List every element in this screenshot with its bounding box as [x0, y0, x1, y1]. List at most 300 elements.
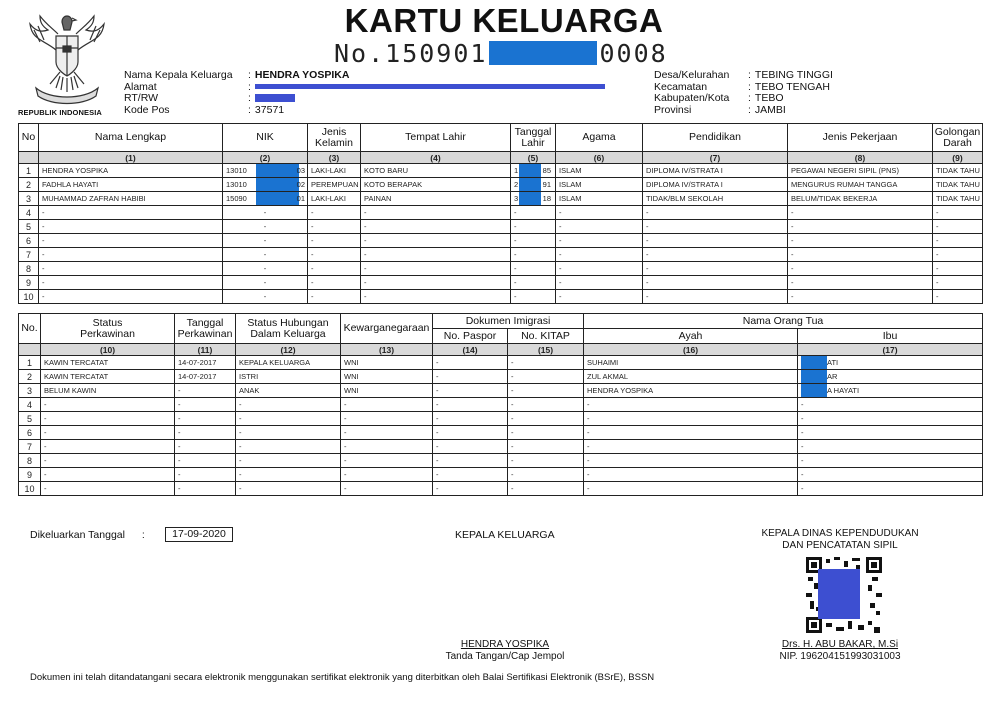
occupation-cell: - [788, 220, 933, 234]
occupation-cell: - [788, 248, 933, 262]
passport-cell: - [433, 370, 508, 384]
mother-name-cell: - [798, 412, 983, 426]
marriage-date-cell: - [175, 398, 236, 412]
index-cell: (14) [433, 344, 508, 356]
index-cell: (4) [361, 152, 511, 164]
table-row [19, 440, 983, 454]
marital-status-cell: KAWIN TERCATAT [41, 370, 175, 384]
village-value: TEBING TINGGI [754, 69, 833, 81]
redaction-box [489, 41, 597, 65]
index-cell: (10) [41, 344, 175, 356]
row-number: 8 [19, 454, 41, 468]
gender-cell: PEREMPUAN [308, 178, 361, 192]
table-row [19, 426, 983, 440]
relationship-cell: ANAK [236, 384, 341, 398]
passport-cell: - [433, 454, 508, 468]
agency-head-title [740, 528, 940, 552]
info-row-village [654, 70, 833, 82]
nik-cell [223, 164, 308, 178]
education-cell: DIPLOMA IV/STRATA I [643, 178, 788, 192]
index-cell: (13) [341, 344, 433, 356]
full-name-cell: MUHAMMAD ZAFRAN HABIBI [39, 192, 223, 206]
info-row-province [654, 105, 833, 117]
education-cell: TIDAK/BLM SEKOLAH [643, 192, 788, 206]
col-header-birthplace: Tempat Lahir [361, 124, 511, 152]
education-cell: - [643, 276, 788, 290]
religion-cell: - [556, 290, 643, 304]
rtrw-value [251, 93, 295, 105]
nik-end: 01 [296, 194, 305, 203]
birthdate-cell: - [511, 248, 556, 262]
kitap-cell: - [508, 356, 584, 370]
header-line: Status [92, 316, 123, 329]
issued-label-text: Dikeluarkan Tanggal [30, 529, 125, 541]
document-title: KARTU KELUARGA [344, 2, 664, 39]
blood-type-cell: TIDAK TAHU [933, 192, 983, 206]
household-info-left [124, 70, 605, 116]
mother-name-end: AR [827, 372, 838, 381]
redaction-box [801, 356, 827, 370]
header-line: Tanggal [186, 316, 224, 329]
birthdate-cell: - [511, 206, 556, 220]
row-number: 7 [19, 248, 39, 262]
table-row [19, 192, 983, 206]
gender-cell: - [308, 290, 361, 304]
blood-type-cell: - [933, 206, 983, 220]
col-header-religion: Agama [556, 124, 643, 152]
index-cell [19, 344, 41, 356]
birthdate-cell: - [511, 262, 556, 276]
agency-title-line: KEPALA DINAS KEPENDUDUKAN [761, 528, 919, 539]
marriage-date-cell: - [175, 384, 236, 398]
birthplace-cell: - [361, 290, 511, 304]
gender-cell: - [308, 262, 361, 276]
birthdate-cell: - [511, 276, 556, 290]
header-line: Perkawinan [80, 327, 135, 340]
row-number: 6 [19, 234, 39, 248]
passport-cell: - [433, 426, 508, 440]
nik-cell [223, 178, 308, 192]
religion-cell: - [556, 234, 643, 248]
household-info-right [654, 70, 833, 116]
row-number: 9 [19, 468, 41, 482]
marital-status-cell: - [41, 440, 175, 454]
family-members-body [19, 164, 983, 304]
kitap-cell: - [508, 482, 584, 496]
header-line: Golongan [934, 125, 981, 138]
col-header-immigration-docs: Dokumen Imigrasi [433, 314, 584, 329]
index-cell: (11) [175, 344, 236, 356]
redaction-box [255, 84, 605, 89]
passport-cell: - [433, 482, 508, 496]
header-line: Jenis [321, 125, 347, 138]
mother-name-cell: - [798, 454, 983, 468]
father-name-cell: - [584, 482, 798, 496]
birthplace-cell: - [361, 276, 511, 290]
kk-number [334, 38, 668, 68]
info-label: Kode Pos [124, 103, 170, 116]
table-row [19, 468, 983, 482]
blood-type-cell: TIDAK TAHU [933, 178, 983, 192]
birthplace-cell: KOTO BARU [361, 164, 511, 178]
father-name-cell: - [584, 412, 798, 426]
mother-name-cell [798, 384, 983, 398]
info-colon: : [248, 80, 251, 93]
redaction-box [801, 384, 827, 398]
marriage-date-cell: - [175, 482, 236, 496]
col-header-passport: No. Paspor [433, 329, 508, 344]
col-header-nik: NIK [223, 124, 308, 152]
mother-name-cell: - [798, 468, 983, 482]
row-number: 5 [19, 412, 41, 426]
kitap-cell: - [508, 454, 584, 468]
info-label: Desa/Kelurahan [654, 69, 730, 81]
kitap-cell: - [508, 440, 584, 454]
nik-cell: - [223, 276, 308, 290]
birthdate-cell: - [511, 290, 556, 304]
religion-cell: ISLAM [556, 192, 643, 206]
full-name-cell: - [39, 206, 223, 220]
blood-type-cell: - [933, 220, 983, 234]
info-row-address [124, 82, 605, 94]
index-cell: (1) [39, 152, 223, 164]
occupation-cell: - [788, 234, 933, 248]
garuda-emblem-icon [26, 10, 108, 110]
citizenship-cell: - [341, 398, 433, 412]
info-colon: : [748, 92, 751, 104]
birthdate-cell [511, 164, 556, 178]
relationship-cell: - [236, 412, 341, 426]
row-number: 10 [19, 290, 39, 304]
nik-cell: - [223, 290, 308, 304]
full-name-cell: - [39, 220, 223, 234]
info-row-postcode [124, 105, 605, 117]
birthdate-cell: - [511, 234, 556, 248]
index-cell: (5) [511, 152, 556, 164]
citizenship-cell: - [341, 426, 433, 440]
birthplace-cell: KOTO BERAPAK [361, 178, 511, 192]
head-of-family-title: KEPALA KELUARGA [455, 529, 555, 541]
table-row [19, 370, 983, 384]
nik-cell: - [223, 220, 308, 234]
birthplace-cell: - [361, 206, 511, 220]
official-name: Drs. H. ABU BAKAR, M.Si [781, 639, 899, 650]
birthdate-start: 1 [514, 166, 519, 175]
education-cell: DIPLOMA IV/STRATA I [643, 164, 788, 178]
birthplace-cell: - [361, 262, 511, 276]
nik-cell: - [223, 234, 308, 248]
full-name-cell: - [39, 248, 223, 262]
info-colon: : [748, 103, 751, 116]
marriage-date-cell: - [175, 412, 236, 426]
table-row [19, 482, 983, 496]
religion-cell: ISLAM [556, 164, 643, 178]
citizenship-cell: - [341, 412, 433, 426]
religion-cell: - [556, 248, 643, 262]
birthplace-cell: - [361, 234, 511, 248]
col-header-parents: Nama Orang Tua [584, 314, 983, 329]
nik-cell [223, 192, 308, 206]
col-header-relationship [236, 314, 341, 344]
index-cell: (17) [798, 344, 983, 356]
citizenship-cell: - [341, 468, 433, 482]
qr-code-icon [806, 557, 882, 633]
row-number: 3 [19, 384, 41, 398]
index-cell: (9) [933, 152, 983, 164]
gender-cell: LAKI-LAKI [308, 192, 361, 206]
blood-type-cell: TIDAK TAHU [933, 164, 983, 178]
table-row [19, 276, 983, 290]
birthdate-end: 85 [542, 166, 551, 175]
nik-cell: - [223, 248, 308, 262]
table-row [19, 454, 983, 468]
citizenship-cell: WNI [341, 384, 433, 398]
kitap-cell: - [508, 468, 584, 482]
blood-type-cell: - [933, 262, 983, 276]
religion-cell: - [556, 206, 643, 220]
info-label: Kabupaten/Kota [654, 92, 730, 104]
info-label: Kecamatan [654, 80, 708, 93]
birthdate-cell [511, 178, 556, 192]
full-name-cell: FADHLA HAYATI [39, 178, 223, 192]
info-colon: : [748, 69, 751, 81]
regency-value: TEBO [754, 92, 784, 104]
table-header-row [19, 314, 983, 329]
header-line: Lahir [521, 136, 545, 149]
header-line: Perkawinan [177, 327, 233, 340]
col-header-gender [308, 124, 361, 152]
table-row [19, 262, 983, 276]
civil-status-table [18, 313, 983, 496]
row-number: 5 [19, 220, 39, 234]
birthdate-cell: - [511, 220, 556, 234]
mother-name-cell [798, 370, 983, 384]
birthdate-start: 2 [514, 180, 519, 189]
gender-cell: - [308, 234, 361, 248]
table-row [19, 398, 983, 412]
table-row [19, 290, 983, 304]
redaction-box [801, 370, 827, 384]
gender-cell: - [308, 206, 361, 220]
nik-start: 13010 [226, 166, 247, 175]
col-header-blood-type [933, 124, 983, 152]
religion-cell: - [556, 262, 643, 276]
mother-name-end: ATI [827, 358, 839, 367]
row-number: 8 [19, 262, 39, 276]
relationship-cell: KEPALA KELUARGA [236, 356, 341, 370]
religion-cell: - [556, 276, 643, 290]
education-cell: - [643, 220, 788, 234]
full-name-cell: - [39, 262, 223, 276]
table-row [19, 412, 983, 426]
passport-cell: - [433, 384, 508, 398]
birthplace-cell: - [361, 248, 511, 262]
col-header-father: Ayah [584, 329, 798, 344]
father-name-cell: - [584, 440, 798, 454]
gender-cell: - [308, 248, 361, 262]
kitap-cell: - [508, 412, 584, 426]
birthplace-cell: PAINAN [361, 192, 511, 206]
header-line: Darah [943, 136, 972, 149]
info-label: RT/RW [124, 92, 159, 104]
col-header-no: No. [19, 314, 41, 344]
passport-cell: - [433, 412, 508, 426]
row-number: 1 [19, 164, 39, 178]
occupation-cell: BELUM/TIDAK BEKERJA [788, 192, 933, 206]
agency-title-line: DAN PENCATATAN SIPIL [782, 540, 898, 551]
column-index-row [19, 344, 983, 356]
marital-status-cell: KAWIN TERCATAT [41, 356, 175, 370]
index-cell: (16) [584, 344, 798, 356]
full-name-cell: HENDRA YOSPIKA [39, 164, 223, 178]
info-label: Nama Kepala Keluarga [124, 69, 233, 81]
address-value [251, 82, 605, 94]
row-number: 4 [19, 206, 39, 220]
passport-cell: - [433, 398, 508, 412]
relationship-cell: - [236, 440, 341, 454]
table-row [19, 220, 983, 234]
kk-number-start: 150901 [385, 38, 488, 68]
passport-cell: - [433, 356, 508, 370]
birthdate-end: 18 [542, 194, 551, 203]
blood-type-cell: - [933, 276, 983, 290]
index-cell: (15) [508, 344, 584, 356]
nik-cell: - [223, 262, 308, 276]
father-name-cell: - [584, 454, 798, 468]
education-cell: - [643, 248, 788, 262]
father-name-cell: - [584, 398, 798, 412]
table-row [19, 384, 983, 398]
kk-number-end: 0008 [599, 38, 668, 68]
nik-start: 15090 [226, 194, 247, 203]
col-header-marital-status [41, 314, 175, 344]
redaction-box [519, 164, 541, 178]
table-row [19, 248, 983, 262]
info-colon: : [248, 103, 251, 116]
religion-cell: - [556, 220, 643, 234]
district-value: TEBO TENGAH [754, 80, 830, 93]
redaction-box [255, 94, 295, 102]
index-cell: (2) [223, 152, 308, 164]
birthdate-start: 3 [514, 194, 519, 203]
kitap-cell: - [508, 370, 584, 384]
row-number: 10 [19, 482, 41, 496]
emblem-caption: REPUBLIK INDONESIA [18, 108, 102, 117]
marriage-date-cell: - [175, 426, 236, 440]
table-row [19, 206, 983, 220]
birthdate-end: 91 [542, 180, 551, 189]
education-cell: - [643, 206, 788, 220]
index-cell: (7) [643, 152, 788, 164]
citizenship-cell: - [341, 440, 433, 454]
mother-name-cell: - [798, 426, 983, 440]
gender-cell: - [308, 276, 361, 290]
occupation-cell: - [788, 290, 933, 304]
occupation-cell: PEGAWAI NEGERI SIPIL (PNS) [788, 164, 933, 178]
mother-name-cell [798, 356, 983, 370]
info-colon: : [248, 92, 251, 104]
marital-status-cell: - [41, 482, 175, 496]
marital-status-cell: - [41, 454, 175, 468]
header-line: Kelamin [315, 136, 353, 149]
header-line: Tanggal [514, 125, 552, 138]
occupation-cell: - [788, 276, 933, 290]
col-header-marriage-date [175, 314, 236, 344]
relationship-cell: - [236, 454, 341, 468]
mother-name-cell: - [798, 482, 983, 496]
full-name-cell: - [39, 290, 223, 304]
marital-status-cell: - [41, 468, 175, 482]
row-number: 2 [19, 178, 39, 192]
index-cell: (3) [308, 152, 361, 164]
kitap-cell: - [508, 384, 584, 398]
issued-date-label [30, 529, 145, 541]
relationship-cell: - [236, 482, 341, 496]
col-header-birthdate [511, 124, 556, 152]
col-header-mother: Ibu [798, 329, 983, 344]
index-cell: (6) [556, 152, 643, 164]
citizenship-cell: - [341, 482, 433, 496]
nik-end: 02 [296, 180, 305, 189]
mother-name-end: A HAYATI [827, 386, 860, 395]
civil-status-body [19, 356, 983, 496]
info-colon: : [748, 80, 751, 93]
nik-end: 03 [296, 166, 305, 175]
col-header-education: Pendidikan [643, 124, 788, 152]
full-name-cell: - [39, 234, 223, 248]
table-header-row [19, 124, 983, 152]
index-cell [19, 152, 39, 164]
table-row [19, 164, 983, 178]
birthdate-cell [511, 192, 556, 206]
gender-cell: - [308, 220, 361, 234]
relationship-cell: - [236, 398, 341, 412]
col-header-citizenship: Kewarganegaraan [341, 314, 433, 344]
marriage-date-cell: - [175, 468, 236, 482]
father-name-cell: HENDRA YOSPIKA [584, 384, 798, 398]
relationship-cell: - [236, 426, 341, 440]
father-name-cell: SUHAIMI [584, 356, 798, 370]
relationship-cell: - [236, 468, 341, 482]
nik-start: 13010 [226, 180, 247, 189]
marital-status-cell: - [41, 412, 175, 426]
education-cell: - [643, 290, 788, 304]
header-line: Dalam Keluarga [250, 327, 326, 340]
marriage-date-cell: - [175, 440, 236, 454]
column-index-row [19, 152, 983, 164]
table-row [19, 234, 983, 248]
occupation-cell: - [788, 206, 933, 220]
col-header-occupation: Jenis Pekerjaan [788, 124, 933, 152]
row-number: 4 [19, 398, 41, 412]
marital-status-cell: - [41, 426, 175, 440]
redaction-box [256, 178, 299, 192]
mother-name-cell: - [798, 398, 983, 412]
row-number: 1 [19, 356, 41, 370]
redaction-box [519, 192, 541, 206]
redaction-box [256, 192, 299, 206]
passport-cell: - [433, 468, 508, 482]
blood-type-cell: - [933, 290, 983, 304]
blood-type-cell: - [933, 248, 983, 262]
row-number: 3 [19, 192, 39, 206]
mother-name-cell: - [798, 440, 983, 454]
info-row-regency [654, 93, 833, 105]
info-row-rtrw [124, 93, 605, 105]
marriage-date-cell: - [175, 454, 236, 468]
electronic-signature-note: Dokumen ini telah ditandatangani secara elektronik menggunakan sertifikat elektronik yang diterbitkan oleh Balai Sertifikasi Elektronik (BSrE), BSSN [30, 672, 655, 683]
issued-date-value: 17-09-2020 [165, 527, 233, 542]
